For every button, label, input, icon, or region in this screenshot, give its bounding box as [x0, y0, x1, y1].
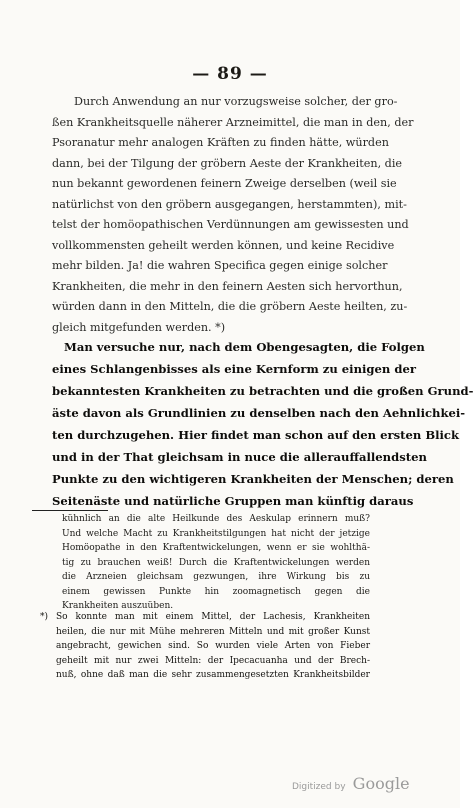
- text-line: würden dann in den Mitteln, die die gröbern Aeste heilten, zu-: [52, 300, 408, 313]
- text-line: Krankheiten, die mehr in den feinern Aesten sich hervorthun,: [52, 279, 403, 293]
- text-line: natürlichst von den gröbern ausgegangen, herstammten), mit-: [52, 197, 407, 211]
- paragraph-2: [52, 336, 473, 512]
- footnote-line: Und welche Macht zu Krankheitstilgungen hat nicht der jetzige: [62, 528, 370, 539]
- text-line: Durch Anwendung an nur vorzugsweise solcher, der gro-: [74, 95, 398, 108]
- text-line: vollkommensten geheilt werden können, und keine Recidive: [52, 238, 395, 252]
- text-line: Psoranatur mehr analogen Kräften zu finden hätte, würden: [52, 136, 389, 149]
- watermark-prefix: Digitized by: [292, 782, 346, 792]
- footnote-line: geheilt mit nur zwei Mitteln: der Ipecacuanha und der Brech-: [56, 655, 370, 666]
- text-line: eines Schlangenbisses als eine Kernform zu einigen der: [52, 362, 416, 376]
- text-line: ten durchzugehen. Hier findet man schon auf den ersten Blick: [52, 428, 460, 442]
- text-line: Seitenäste und natürliche Gruppen man künftig daraus: [52, 494, 414, 508]
- text-line: dann, bei der Tilgung der gröbern Aeste der Krankheiten, die: [52, 156, 403, 170]
- text-line: telst der homöopathischen Verdünnungen am gewissesten und: [52, 218, 409, 231]
- page-number: — 89 —: [192, 64, 268, 84]
- text-line: gleich mitgefunden werden. *): [52, 320, 226, 334]
- text-line: nun bekannt gewordenen feinern Zweige derselben (weil sie: [52, 177, 397, 190]
- text-line: Punkte zu den wichtigeren Krankheiten der Menschen; deren: [52, 472, 454, 486]
- footnote-line: kühnlich an die alte Heilkunde des Aeskulap erinnern muß?: [62, 514, 370, 524]
- footnote-line: die Arzneien gleichsam gezwungen, ihre Wirkung bis zu: [62, 572, 370, 582]
- footnote-line: angebracht, gewichen sind. So wurden viele Arten von Fieber: [56, 641, 370, 651]
- text-line: bekanntesten Krankheiten zu betrachten und die großen Grund-: [52, 384, 473, 398]
- text-line: ßen Krankheitsquelle näherer Arzneimittel, die man in den, der: [52, 115, 414, 129]
- text-line: mehr bilden. Ja! die wahren Specifica gegen einige solcher: [52, 259, 388, 272]
- footnote-asterisk: [40, 610, 370, 683]
- google-logo: Google: [352, 774, 410, 793]
- footnote-line: *) So konnte man mit einem Mittel, der Lachesis, Krankheiten: [40, 612, 370, 622]
- paragraph-1: [52, 92, 414, 338]
- footnote-line: Krankheiten auszuüben.: [62, 601, 174, 611]
- footnote-line: heilen, die nur mit Mühe mehreren Mitteln und mit großer Kunst: [56, 626, 370, 637]
- footnote-line: nuß, ohne daß man die sehr zusammengesetzten Krankheitsbilder: [56, 670, 370, 680]
- digitized-watermark: [292, 774, 410, 793]
- text-line: und in der That gleichsam in nuce die allerauffallendsten: [52, 450, 427, 464]
- footnote-continued: [62, 512, 370, 614]
- footnote-line: Homöopathe in den Kraftentwickelungen, wenn er sie wohlthä-: [62, 543, 370, 553]
- text-line: äste davon als Grundlinien zu denselben nach den Aehnlichkei-: [52, 406, 466, 420]
- footnote-line: tig zu brauchen weiß! Durch die Kraftentwickelungen werden: [62, 557, 370, 568]
- footnote-divider: [32, 510, 108, 511]
- text-line: Man versuche nur, nach dem Obengesagten, die Folgen: [64, 340, 425, 354]
- footnote-line: einem gewissen Punkte hin zoomagnetisch gegen die: [62, 586, 370, 597]
